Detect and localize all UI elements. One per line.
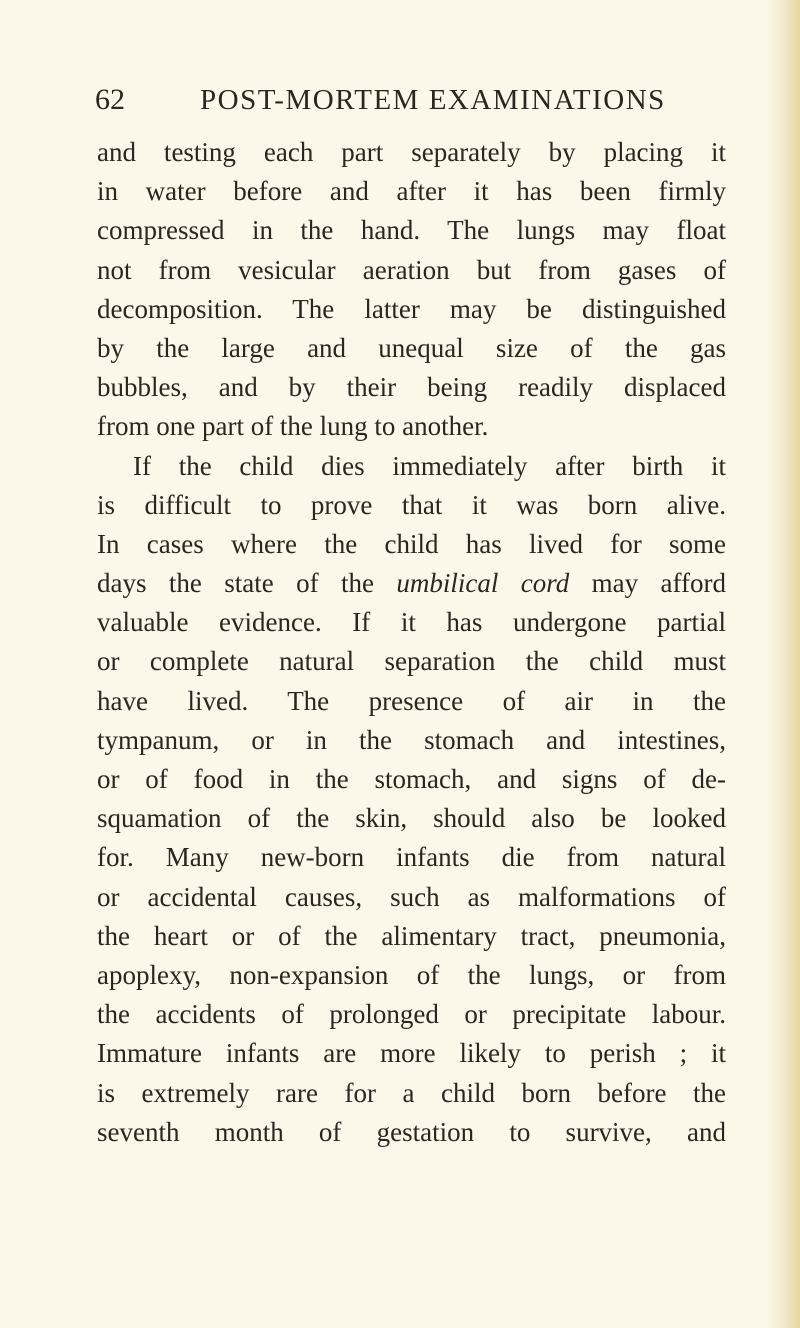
italic-term: umbilical cord	[396, 568, 570, 599]
text-segment: days the state of the	[97, 568, 397, 599]
body-text	[97, 133, 726, 1152]
text-line: valuable evidence. If it has undergone partial	[97, 607, 726, 638]
text-line: and testing each part separately by placing it	[97, 137, 726, 167]
text-line: apoplexy, non-expansion of the lungs, or from	[97, 959, 726, 990]
text-line: decomposition. The latter may be distinguished	[97, 293, 726, 324]
text-line: In cases where the child has lived for some	[97, 528, 726, 559]
page-header	[95, 80, 666, 120]
text-line: bubbles, and by their being readily displaced	[97, 372, 726, 403]
text-line-with-italic	[97, 564, 726, 603]
text-line: the heart or of the alimentary tract, pneumonia,	[97, 920, 726, 951]
text-line: for. Many new-born infants die from natural	[97, 842, 726, 873]
text-line: have lived. The presence of air in the	[97, 685, 726, 716]
text-line: compressed in the hand. The lungs may float	[97, 215, 726, 246]
text-line: seventh month of gestation to survive, and	[97, 1116, 726, 1147]
page-number: 62	[95, 83, 125, 116]
text-line: not from vesicular aeration but from gases of	[97, 254, 726, 285]
text-line: tympanum, or in the stomach and intestines,	[97, 724, 726, 755]
page-edge-shadow	[766, 0, 800, 1328]
text-line: Immature infants are more likely to perish ; it	[97, 1038, 726, 1069]
text-line: squamation of the skin, should also be looked	[97, 803, 726, 834]
text-line: is difficult to prove that it was born alive.	[97, 489, 726, 520]
text-segment: may afford	[569, 568, 726, 599]
text-line: is extremely rare for a child born before the	[97, 1077, 726, 1108]
text-line: from one part of the lung to another.	[97, 411, 489, 442]
text-line: or of food in the stomach, and signs of de-	[97, 764, 726, 794]
text-line: by the large and unequal size of the gas	[97, 332, 726, 363]
text-line: If the child dies immediately after birth it	[133, 450, 726, 481]
text-line: in water before and after it has been firmly	[97, 176, 726, 207]
text-line: the accidents of prolonged or precipitate labour.	[97, 999, 726, 1030]
text-line: or accidental causes, such as malformations of	[97, 881, 726, 912]
running-head: POST-MORTEM EXAMINATIONS	[200, 84, 666, 116]
text-line: or complete natural separation the child must	[97, 646, 726, 677]
